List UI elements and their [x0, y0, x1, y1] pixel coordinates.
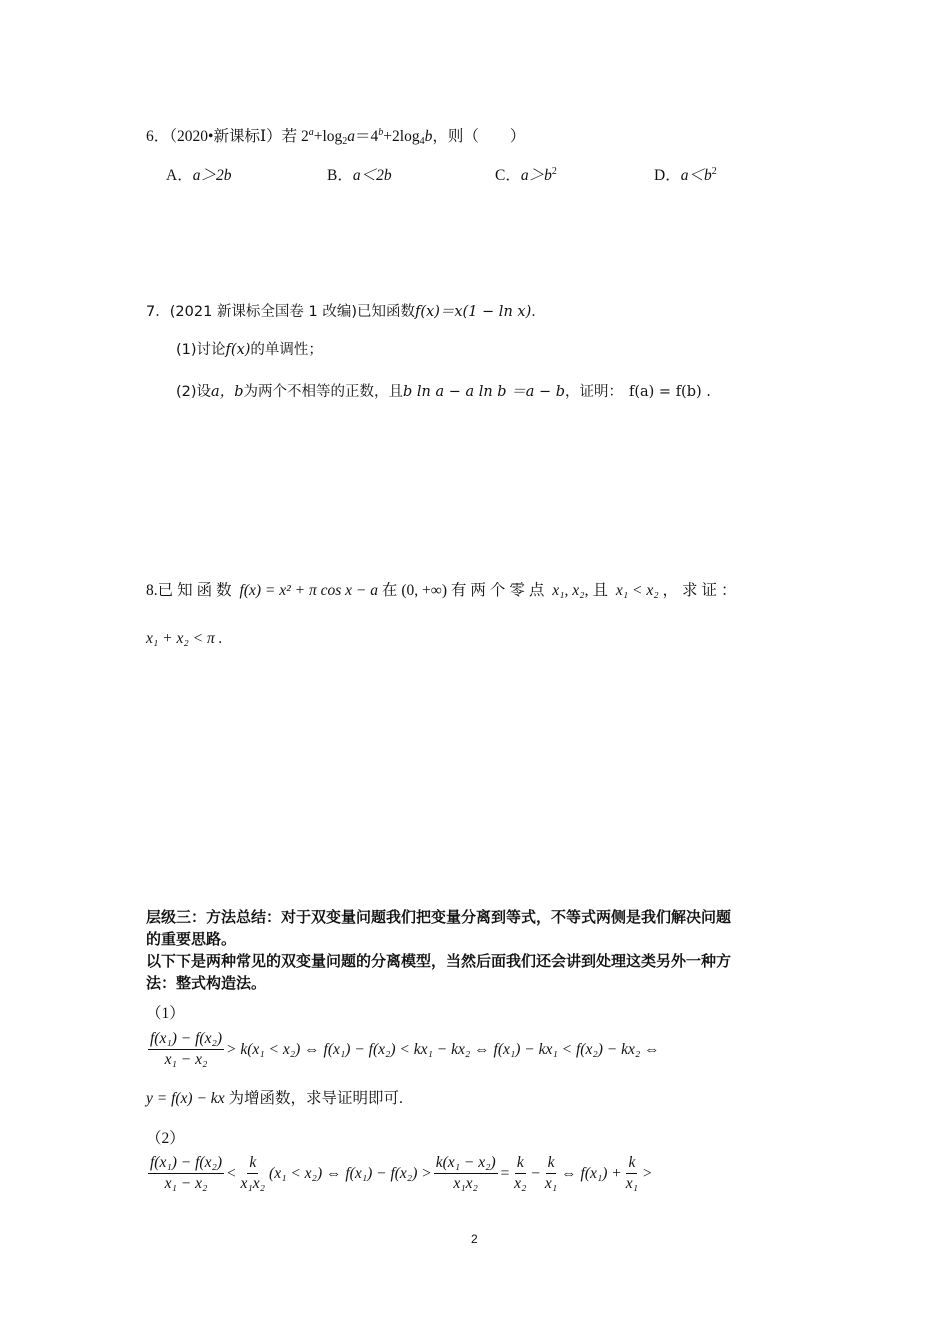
- q7-number: 7．: [146, 304, 170, 320]
- q7-part2: [176, 380, 711, 401]
- q6-prefix: 若: [281, 128, 301, 145]
- q8-text: 且: [592, 582, 612, 599]
- q7-part2-vars: a，b: [211, 384, 244, 400]
- q8-condition: x₁ < x₂: [615, 582, 659, 599]
- fraction-denominator: x₁x₂: [453, 1175, 478, 1192]
- case2-label: （2）: [146, 1130, 185, 1147]
- q8-function: f(x) = x² + π cos x − a: [239, 582, 378, 599]
- case1-y: y = f(x) − kx: [146, 1090, 225, 1107]
- equals: =: [499, 1164, 511, 1182]
- q8-text: 已知函数: [157, 582, 236, 599]
- fraction-denominator: x₁: [544, 1175, 558, 1192]
- greater-than: >: [642, 1164, 653, 1182]
- q6-option-d: D．$a<b^2$: [654, 166, 717, 184]
- summary-line-4: 法：整式构造法。: [146, 974, 267, 992]
- case1-label: （1）: [146, 1005, 185, 1022]
- case1-fraction: [148, 1030, 224, 1069]
- case2-fraction-6: [624, 1154, 640, 1193]
- q7-part1: [176, 338, 323, 359]
- q8-text: 在: [381, 582, 402, 599]
- q7-part2-mid: 为两个不相等的正数，且: [243, 384, 403, 400]
- summary-line-1: 层级三：方法总结：对于双变量问题我们把变量分离到等式，不等式两侧是我们解决问题: [146, 908, 732, 926]
- case1-tail: 为增函数，求导证明即可.: [228, 1090, 403, 1107]
- case2-formula: [146, 1154, 653, 1193]
- summary-line-2: 的重要思路。: [146, 930, 237, 948]
- q6-option-a: [166, 163, 231, 185]
- q8-zeros: x₁, x₂: [552, 582, 585, 599]
- fraction-denominator: x₁ − x₂: [164, 1175, 208, 1192]
- fraction-denominator: x₂: [514, 1175, 527, 1192]
- q8-conclusion: x₁ + x₂ < π .: [146, 630, 223, 647]
- case2-fraction-3: [434, 1154, 498, 1193]
- case1-formula: [146, 1030, 660, 1069]
- fraction-numerator: f(x₁) − f(x₂): [148, 1030, 224, 1050]
- q7-part1-text: 讨论: [196, 342, 226, 358]
- fraction-numerator: k: [626, 1154, 637, 1174]
- case2-chain-end: ⇔ f(x₁) +: [561, 1164, 622, 1182]
- option-text: a＜2b: [352, 167, 392, 184]
- q6-suffix: ，则（ ）: [432, 128, 526, 145]
- q6-option-c: C．$a>b^2$: [495, 166, 557, 184]
- q6-source: （2020•新课标Ⅰ）: [169, 128, 282, 145]
- q8-stem: 8.已知函数 f(x) = x² + π cos x − a 在(0, +∞) 有两个零点 x₁, x₂,且 x₁ < x₂ ，求证：: [146, 582, 741, 599]
- option-text: a＞2b: [192, 167, 232, 184]
- summary-line-3: 以下下是两种常见的双变量问题的分离模型，当然后面我们还会讲到处理这类另外一种方: [146, 952, 732, 970]
- q7-end: ．: [531, 304, 546, 320]
- q7-part1-func: f(x): [225, 342, 251, 358]
- option-text: a＜b: [680, 167, 712, 184]
- q8-text: 有两个零点: [450, 582, 549, 599]
- q6-stem: 6．（2020•新课标Ⅰ）若 $2^a+\log_2a=4^b+2\log_4b$，则（ ）: [146, 127, 526, 147]
- fraction-denominator: x₁ − x₂: [164, 1051, 208, 1068]
- fraction-numerator: k: [247, 1154, 258, 1174]
- q7-stem-text: 已知函数: [357, 304, 416, 320]
- q7-stem: [146, 300, 546, 321]
- q7-part1-label: (1): [176, 342, 197, 358]
- q8-number: 8.: [146, 582, 158, 599]
- minus: −: [530, 1164, 541, 1182]
- q8-text: ，求证：: [662, 582, 741, 599]
- q7-part2-proof: ，证明：: [565, 384, 623, 400]
- q7-source: (2021 新课标全国卷 1 改编): [169, 304, 358, 320]
- q6-option-b: [327, 163, 392, 185]
- less-than: <: [226, 1164, 237, 1182]
- q8-interval: (0, +∞): [401, 582, 448, 599]
- q7-part2-claim: f(a) = f(b) .: [629, 384, 711, 400]
- case1-conclusion: [146, 1086, 403, 1108]
- fraction-numerator: k(x₁ − x₂): [434, 1154, 498, 1174]
- q7-function: f(x)＝x(1 − ln x): [415, 304, 532, 320]
- q7-part2-label: (2): [176, 384, 197, 400]
- fraction-numerator: k: [546, 1154, 557, 1174]
- fraction-denominator: x₁: [625, 1175, 639, 1192]
- option-label: C．: [495, 167, 521, 184]
- case2-fraction-1: [148, 1154, 224, 1193]
- fraction-denominator: x₁x₂: [240, 1175, 266, 1192]
- fraction-numerator: f(x₁) − f(x₂): [148, 1154, 224, 1174]
- case1-chain: > k(x₁ < x₂) ⇔ f(x₁) − f(x₂) < kx₁ − kx₂ ⇔ f(x₁) − kx₁ < f(x₂) − kx₂ ⇔: [226, 1040, 660, 1058]
- fraction-numerator: k: [515, 1154, 526, 1174]
- option-text: a＞b: [520, 167, 552, 184]
- q6-number: 6．: [146, 128, 170, 145]
- option-label: A．: [166, 167, 193, 184]
- case2-chain: (x₁ < x₂) ⇔ f(x₁) − f(x₂) >: [269, 1164, 432, 1182]
- option-label: D．: [654, 167, 681, 184]
- case2-fraction-5: [543, 1154, 559, 1193]
- option-label: B．: [327, 167, 353, 184]
- q7-part1-end: 的单调性；: [250, 342, 323, 358]
- page-number: 2: [471, 1232, 478, 1246]
- q7-part2-text: 设: [196, 384, 212, 400]
- case2-fraction-2: [238, 1154, 267, 1193]
- q7-part2-equation: b ln a − a ln b ＝a − b: [402, 384, 565, 400]
- case2-fraction-4: [512, 1154, 528, 1193]
